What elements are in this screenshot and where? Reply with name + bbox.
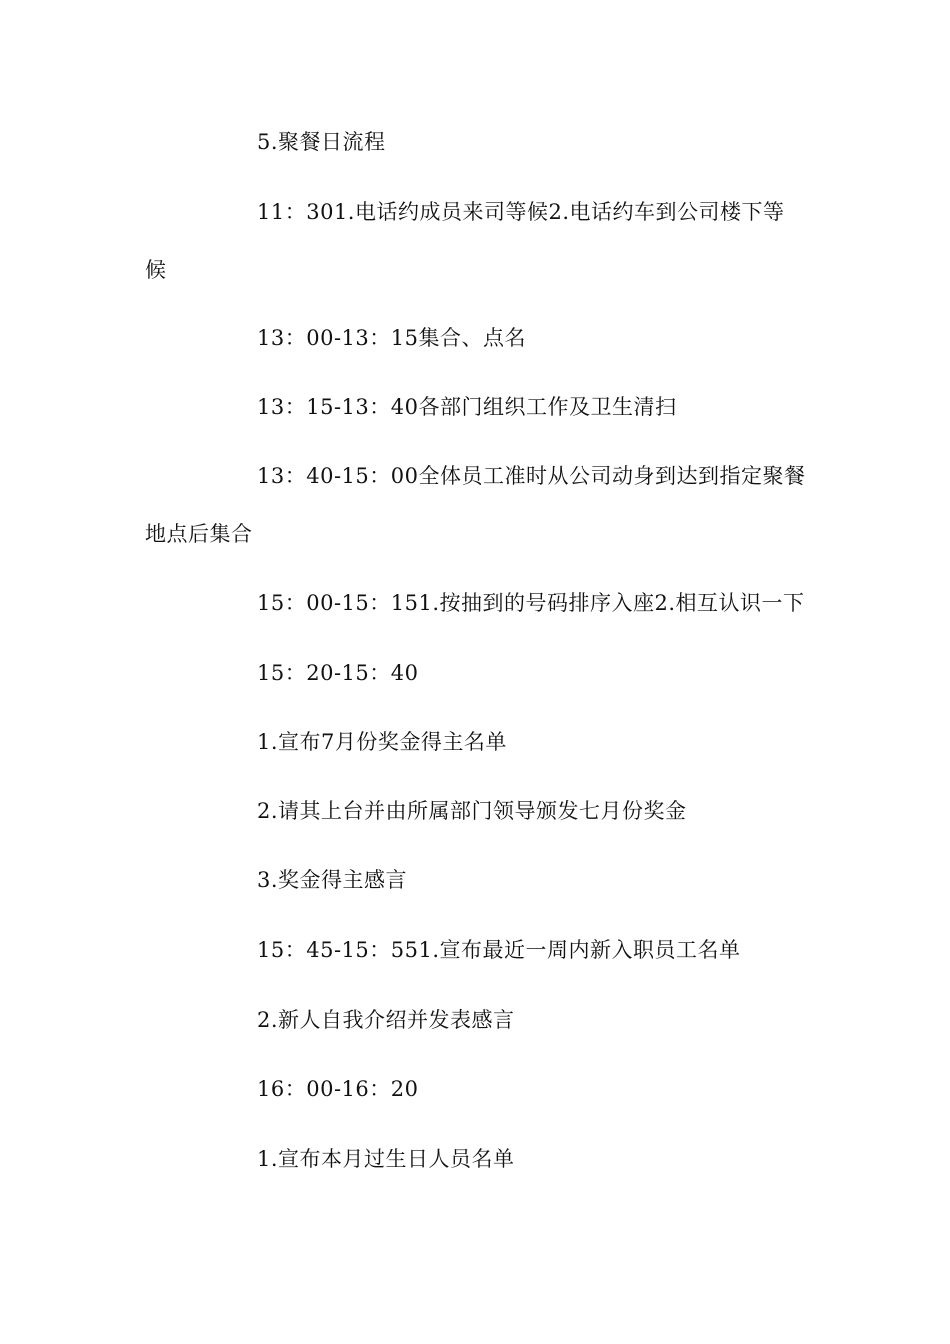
list-item: 2.请其上台并由所属部门领导颁发七月份奖金 <box>257 799 687 823</box>
schedule-line-continuation: 地点后集合 <box>145 522 253 546</box>
schedule-time: 15：20-15：40 <box>257 661 419 685</box>
schedule-line: 13：40-15：00全体员工准时从公司动身到达到指定聚餐 <box>257 464 806 488</box>
schedule-time: 16：00-16：20 <box>257 1077 419 1101</box>
list-item: 1.宣布本月过生日人员名单 <box>257 1147 515 1171</box>
schedule-line-continuation: 候 <box>145 258 167 282</box>
list-item: 3.奖金得主感言 <box>257 868 408 892</box>
schedule-line: 13：00-13：15集合、点名 <box>257 326 526 350</box>
schedule-line: 11：301.电话约成员来司等候2.电话约车到公司楼下等 <box>257 200 785 224</box>
schedule-line: 15：00-15：151.按抽到的号码排序入座2.相互认识一下 <box>257 591 805 615</box>
section-heading: 5.聚餐日流程 <box>257 130 386 154</box>
schedule-line: 15：45-15：551.宣布最近一周内新入职员工名单 <box>257 938 741 962</box>
schedule-line: 13：15-13：40各部门组织工作及卫生清扫 <box>257 395 677 419</box>
list-item: 1.宣布7月份奖金得主名单 <box>257 730 507 754</box>
list-item: 2.新人自我介绍并发表感言 <box>257 1008 515 1032</box>
